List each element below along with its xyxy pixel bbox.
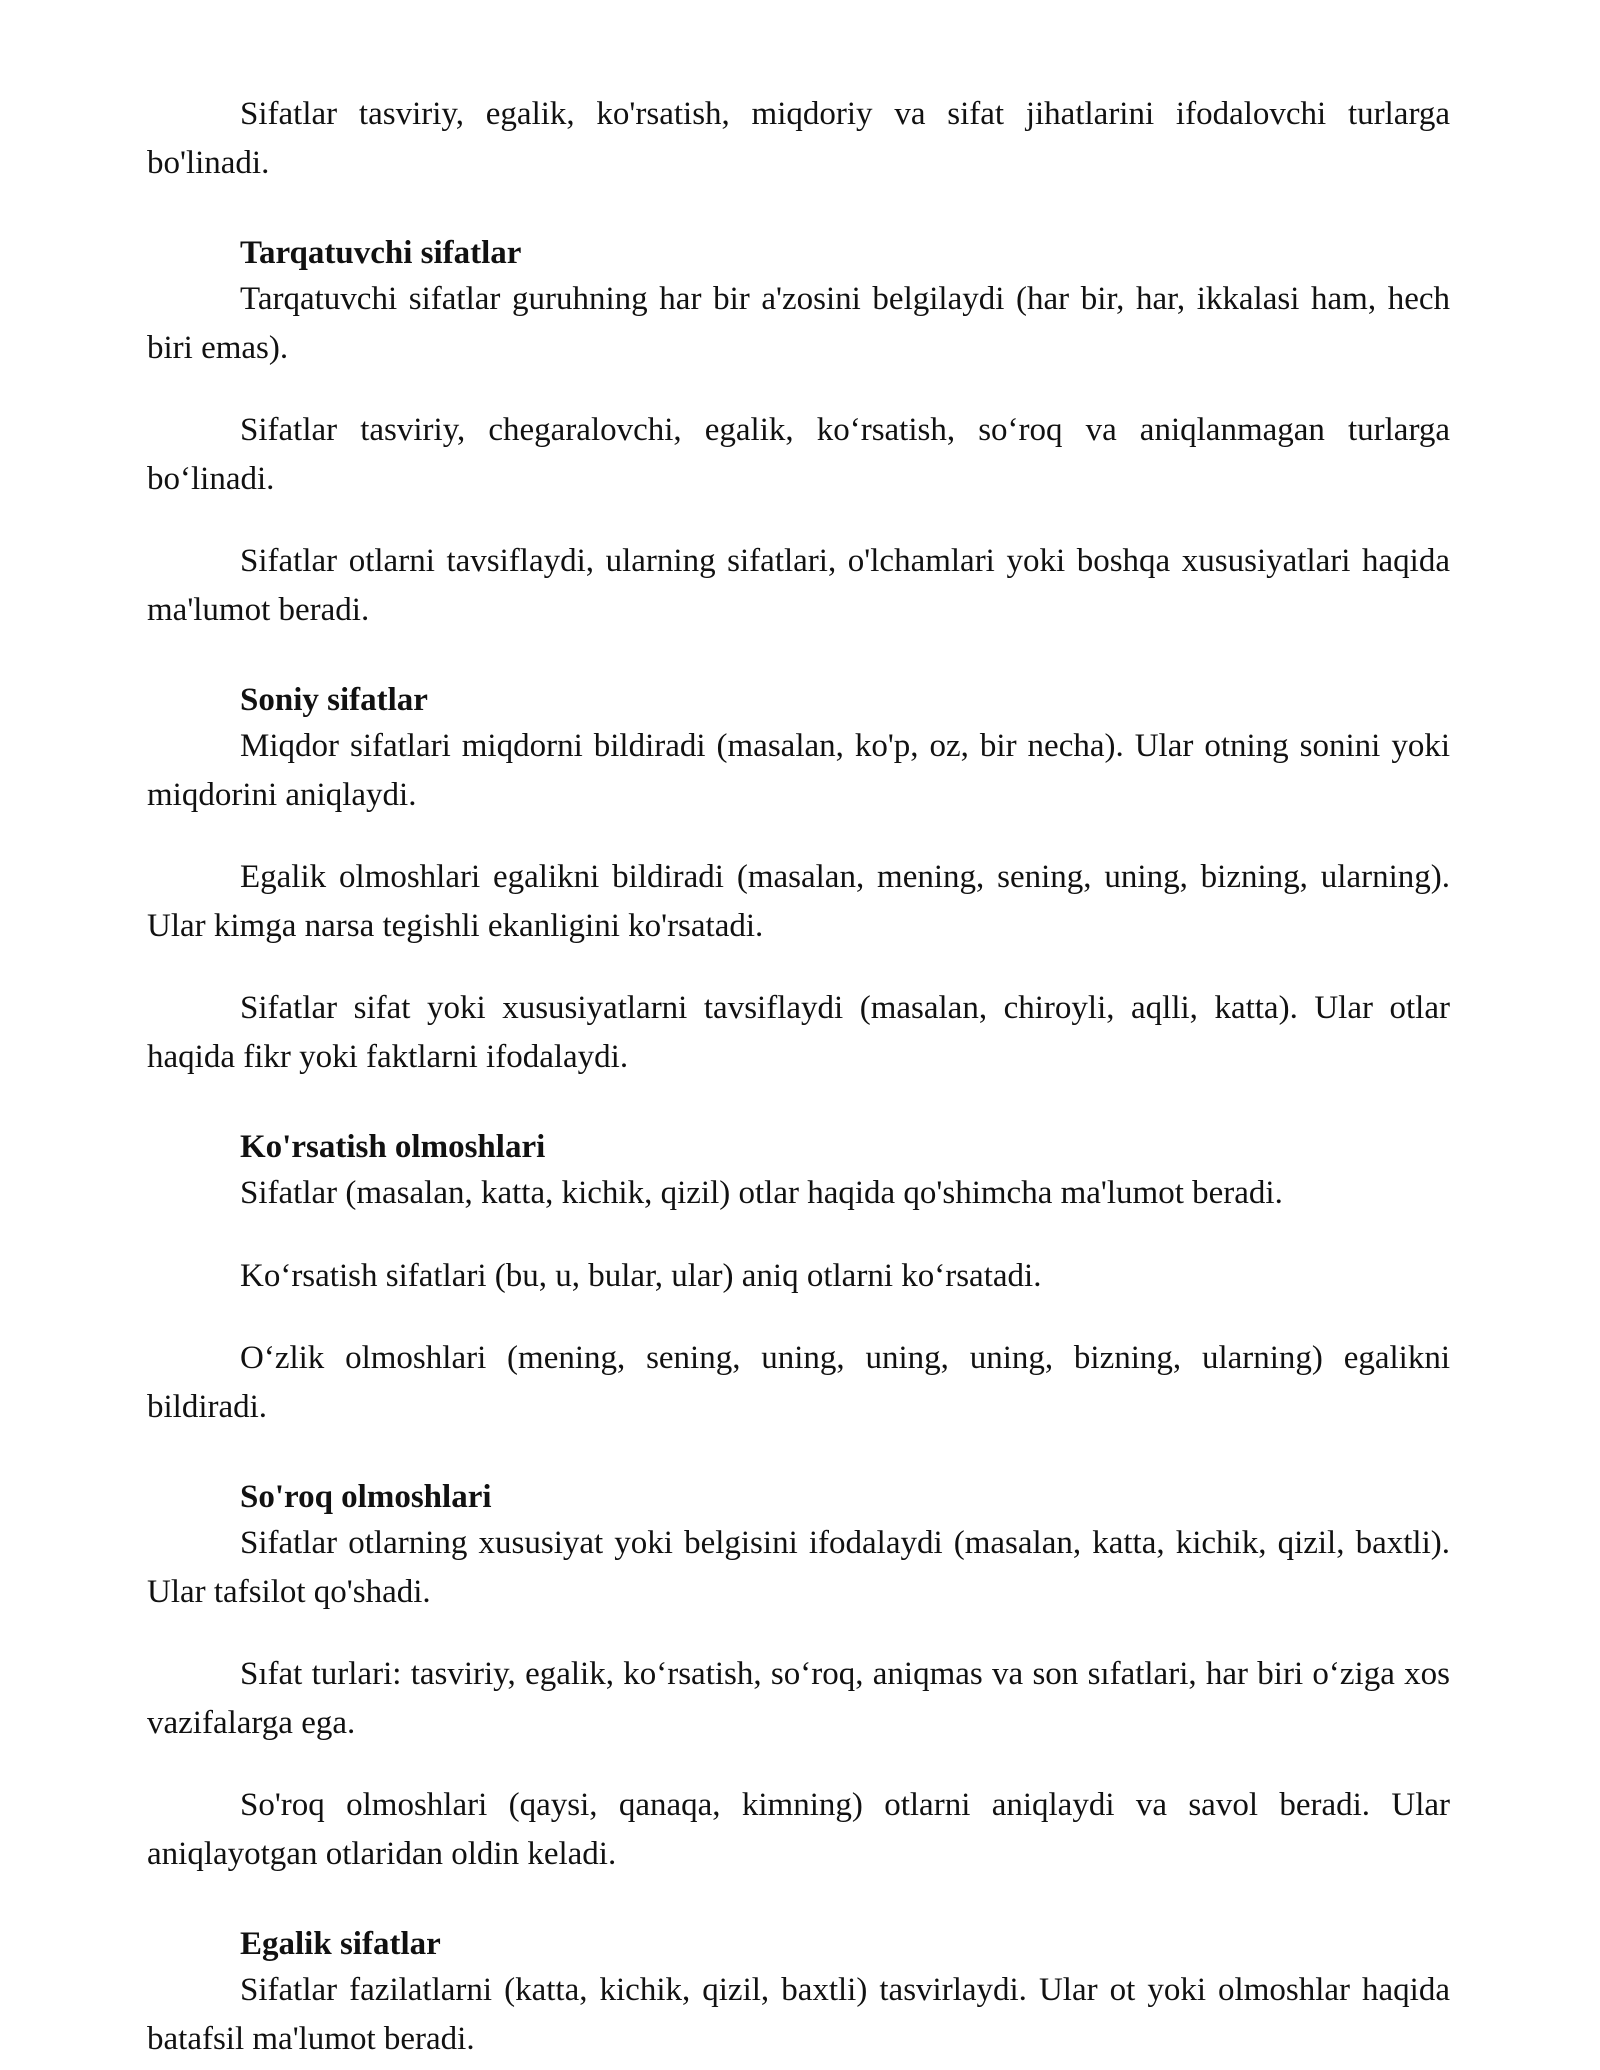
spacer [147, 634, 1450, 678]
spacer [147, 1218, 1450, 1252]
document-page [147, 90, 1450, 2063]
spacer [147, 1300, 1450, 1334]
spacer [147, 950, 1450, 984]
spacer [147, 819, 1450, 853]
paragraph-adjective-types: Sıfat turlari: tasviriy, egalik, ko‘rsatish, so‘roq, aniqmas va son sıfatlari, har biri o‘ziga xos vazifalarga ega. [147, 1656, 1450, 1741]
spacer [147, 1616, 1450, 1650]
paragraph-quantity: Miqdor sifatlari miqdorni bildiradi (masalan, ko'p, oz, bir necha). Ular otning sonini yoki miqdorini aniqlaydi. [147, 728, 1450, 813]
heading-korsatish-olmoshlari: Ko'rsatish olmoshlari [240, 1129, 546, 1165]
paragraph-virtues: Sifatlar fazilatlarni (katta, kichik, qizil, baxtli) tasvirlaydi. Ular ot yoki olmoshlar haqida batafsil ma'lumot beradi. [147, 1972, 1450, 2057]
spacer [147, 187, 1450, 231]
paragraph-qualities: Sifatlar sifat yoki xususiyatlarni tavsiflaydi (masalan, chiroyli, aqlli, katta). Ular otlar haqida fikr yoki faktlarni ifodalaydi. [147, 990, 1450, 1075]
heading-egalik-sifatlar: Egalik sifatlar [240, 1926, 441, 1962]
paragraph-attributes: Sifatlar otlarning xususiyat yoki belgisini ifodalaydi (masalan, katta, kichik, qizil, baxtli). Ular tafsilot qo'shadi. [147, 1525, 1450, 1610]
heading-tarqatuvchi-sifatlar: Tarqatuvchi sifatlar [240, 235, 522, 271]
spacer [147, 1747, 1450, 1781]
paragraph-possessive-pronouns: Egalik olmoshlari egalikni bildiradi (masalan, mening, sening, uning, bizning, ularning). Ular kimga narsa tegishli ekanligini ko'rsatadi. [147, 859, 1450, 944]
paragraph-demonstrative: Ko‘rsatish sifatlari (bu, u, bular, ular) aniq otlarni ko‘rsatadi. [240, 1257, 1042, 1294]
spacer [147, 503, 1450, 537]
paragraph-types-overview: Sifatlar tasviriy, egalik, ko'rsatish, miqdoriy va sifat jihatlarini ifodalovchi turlarga bo'linadi. [147, 96, 1450, 181]
paragraph-reflexive: O‘zlik olmoshlari (mening, sening, uning, uning, uning, bizning, ularning) egalikni bildiradi. [147, 1340, 1450, 1425]
spacer [147, 372, 1450, 406]
paragraph-interrogative: So'roq olmoshlari (qaysi, qanaqa, kimning) otlarni aniqlaydi va savol beradi. Ular aniqlayotgan otlaridan oldin keladi. [147, 1787, 1450, 1872]
spacer [147, 1878, 1450, 1922]
heading-soroq-olmoshlari: So'roq olmoshlari [240, 1479, 492, 1515]
heading-soniy-sifatlar: Soniy sifatlar [240, 682, 428, 718]
paragraph-types-list: Sifatlar tasviriy, chegaralovchi, egalik, ko‘rsatish, so‘roq va aniqlanmagan turlarga bo‘linadi. [147, 412, 1450, 497]
paragraph-distributive: Tarqatuvchi sifatlar guruhning har bir a'zosini belgilaydi (har bir, har, ikkalasi ham, hech biri emas). [147, 281, 1450, 366]
spacer [147, 1431, 1450, 1475]
spacer [147, 1081, 1450, 1125]
paragraph-extra-info: Sifatlar (masalan, katta, kichik, qizil) otlar haqida qo'shimcha ma'lumot beradi. [240, 1175, 1283, 1211]
paragraph-describe-nouns: Sifatlar otlarni tavsiflaydi, ularning sifatlari, o'lchamlari yoki boshqa xususiyatlari haqida ma'lumot beradi. [147, 543, 1450, 628]
